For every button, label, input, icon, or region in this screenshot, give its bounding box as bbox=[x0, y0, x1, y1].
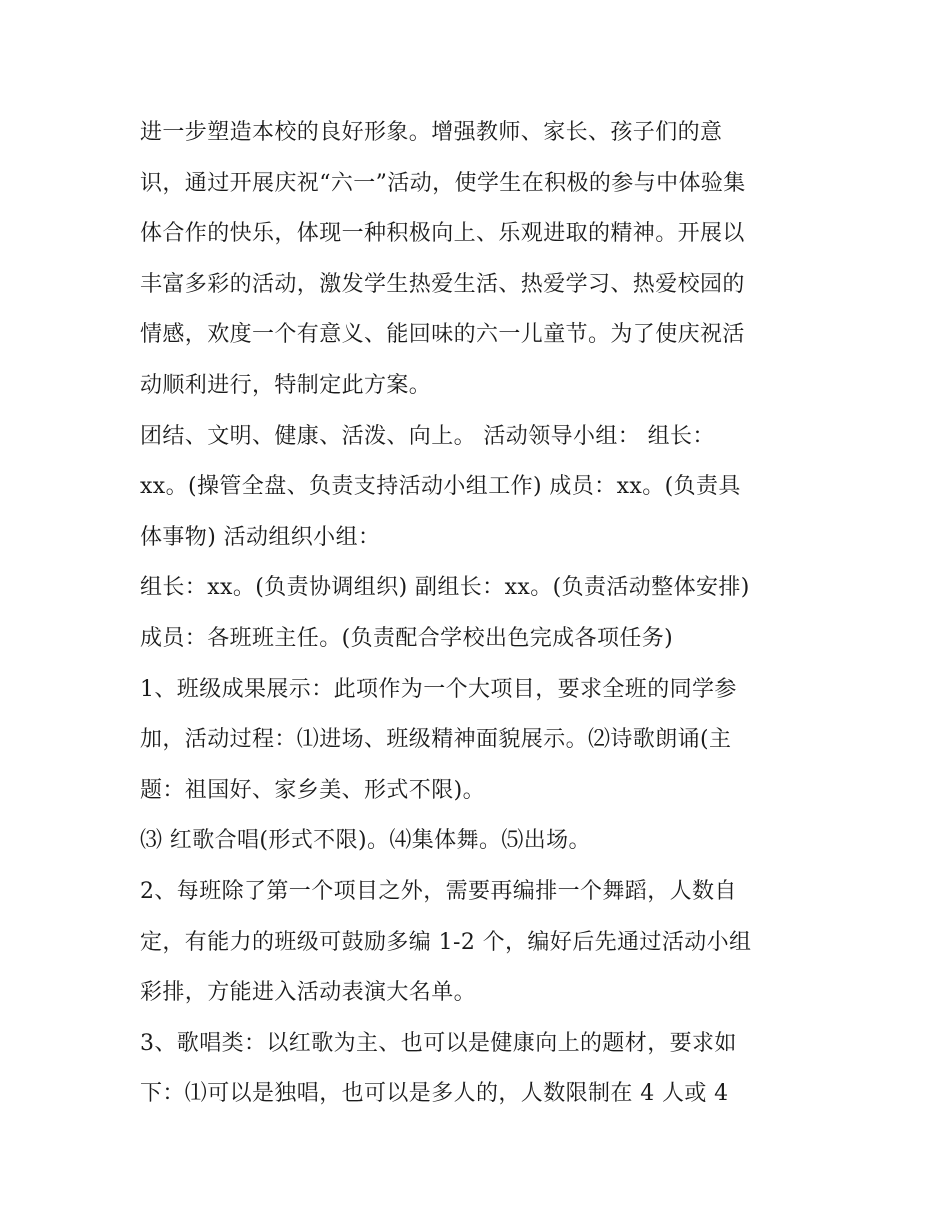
text-line: 成员：各班班主任。(负责配合学校出色完成各项任务) bbox=[140, 625, 674, 651]
text-line: 2、每班除了第一个项目之外，需要再编排一个舞蹈，人数自 bbox=[140, 878, 737, 904]
text-line: 团结、文明、健康、活泼、向上。 活动领导小组： 组长： bbox=[140, 423, 715, 449]
text-line: 3、歌唱类：以红歌为主、也可以是健康向上的题材，要求如 bbox=[140, 1030, 737, 1056]
document-body bbox=[140, 108, 840, 1120]
text-line: 丰富多彩的活动，激发学生热爱生活、热爱学习、热爱校园的 bbox=[140, 271, 745, 297]
text-line: 1、班级成果展示：此项作为一个大项目，要求全班的同学参 bbox=[140, 676, 737, 702]
text-line: 识，通过开展庆祝“六一”活动，使学生在积极的参与中体验集 bbox=[140, 170, 746, 196]
text-line: xx。(操管全盘、负责支持活动小组工作) 成员：xx。(负责具 bbox=[140, 474, 741, 500]
text-line: 彩排，方能进入活动表演大名单。 bbox=[140, 980, 477, 1006]
text-line: 进一步塑造本校的良好形象。增强教师、家长、孩子们的意 bbox=[140, 120, 723, 145]
text-line: 加，活动过程：⑴进场、班级精神面貌展示。⑵诗歌朗诵(主 bbox=[140, 727, 732, 753]
text-line: 定，有能力的班级可鼓励多编 1-2 个，编好后先通过活动小组 bbox=[140, 929, 752, 955]
text-line: 体事物) 活动组织小组： bbox=[140, 524, 381, 550]
text-line: 体合作的快乐，体现一种积极向上、乐观进取的精神。开展以 bbox=[140, 221, 745, 247]
text-line: ⑶ 红歌合唱(形式不限)。⑷集体舞。⑸出场。 bbox=[140, 828, 591, 854]
text-line: 题：祖国好、家乡美、形式不限)。 bbox=[140, 777, 485, 803]
text-line: 动顺利进行，特制定此方案。 bbox=[140, 372, 432, 398]
text-line: 下：⑴可以是独唱，也可以是多人的，人数限制在 4 人或 4 bbox=[140, 1081, 729, 1107]
text-line: 组长：xx。(负责协调组织) 副组长：xx。(负责活动整体安排) bbox=[140, 575, 750, 601]
text-line: 情感，欢度一个有意义、能回味的六一儿童节。为了使庆祝活 bbox=[140, 322, 745, 348]
